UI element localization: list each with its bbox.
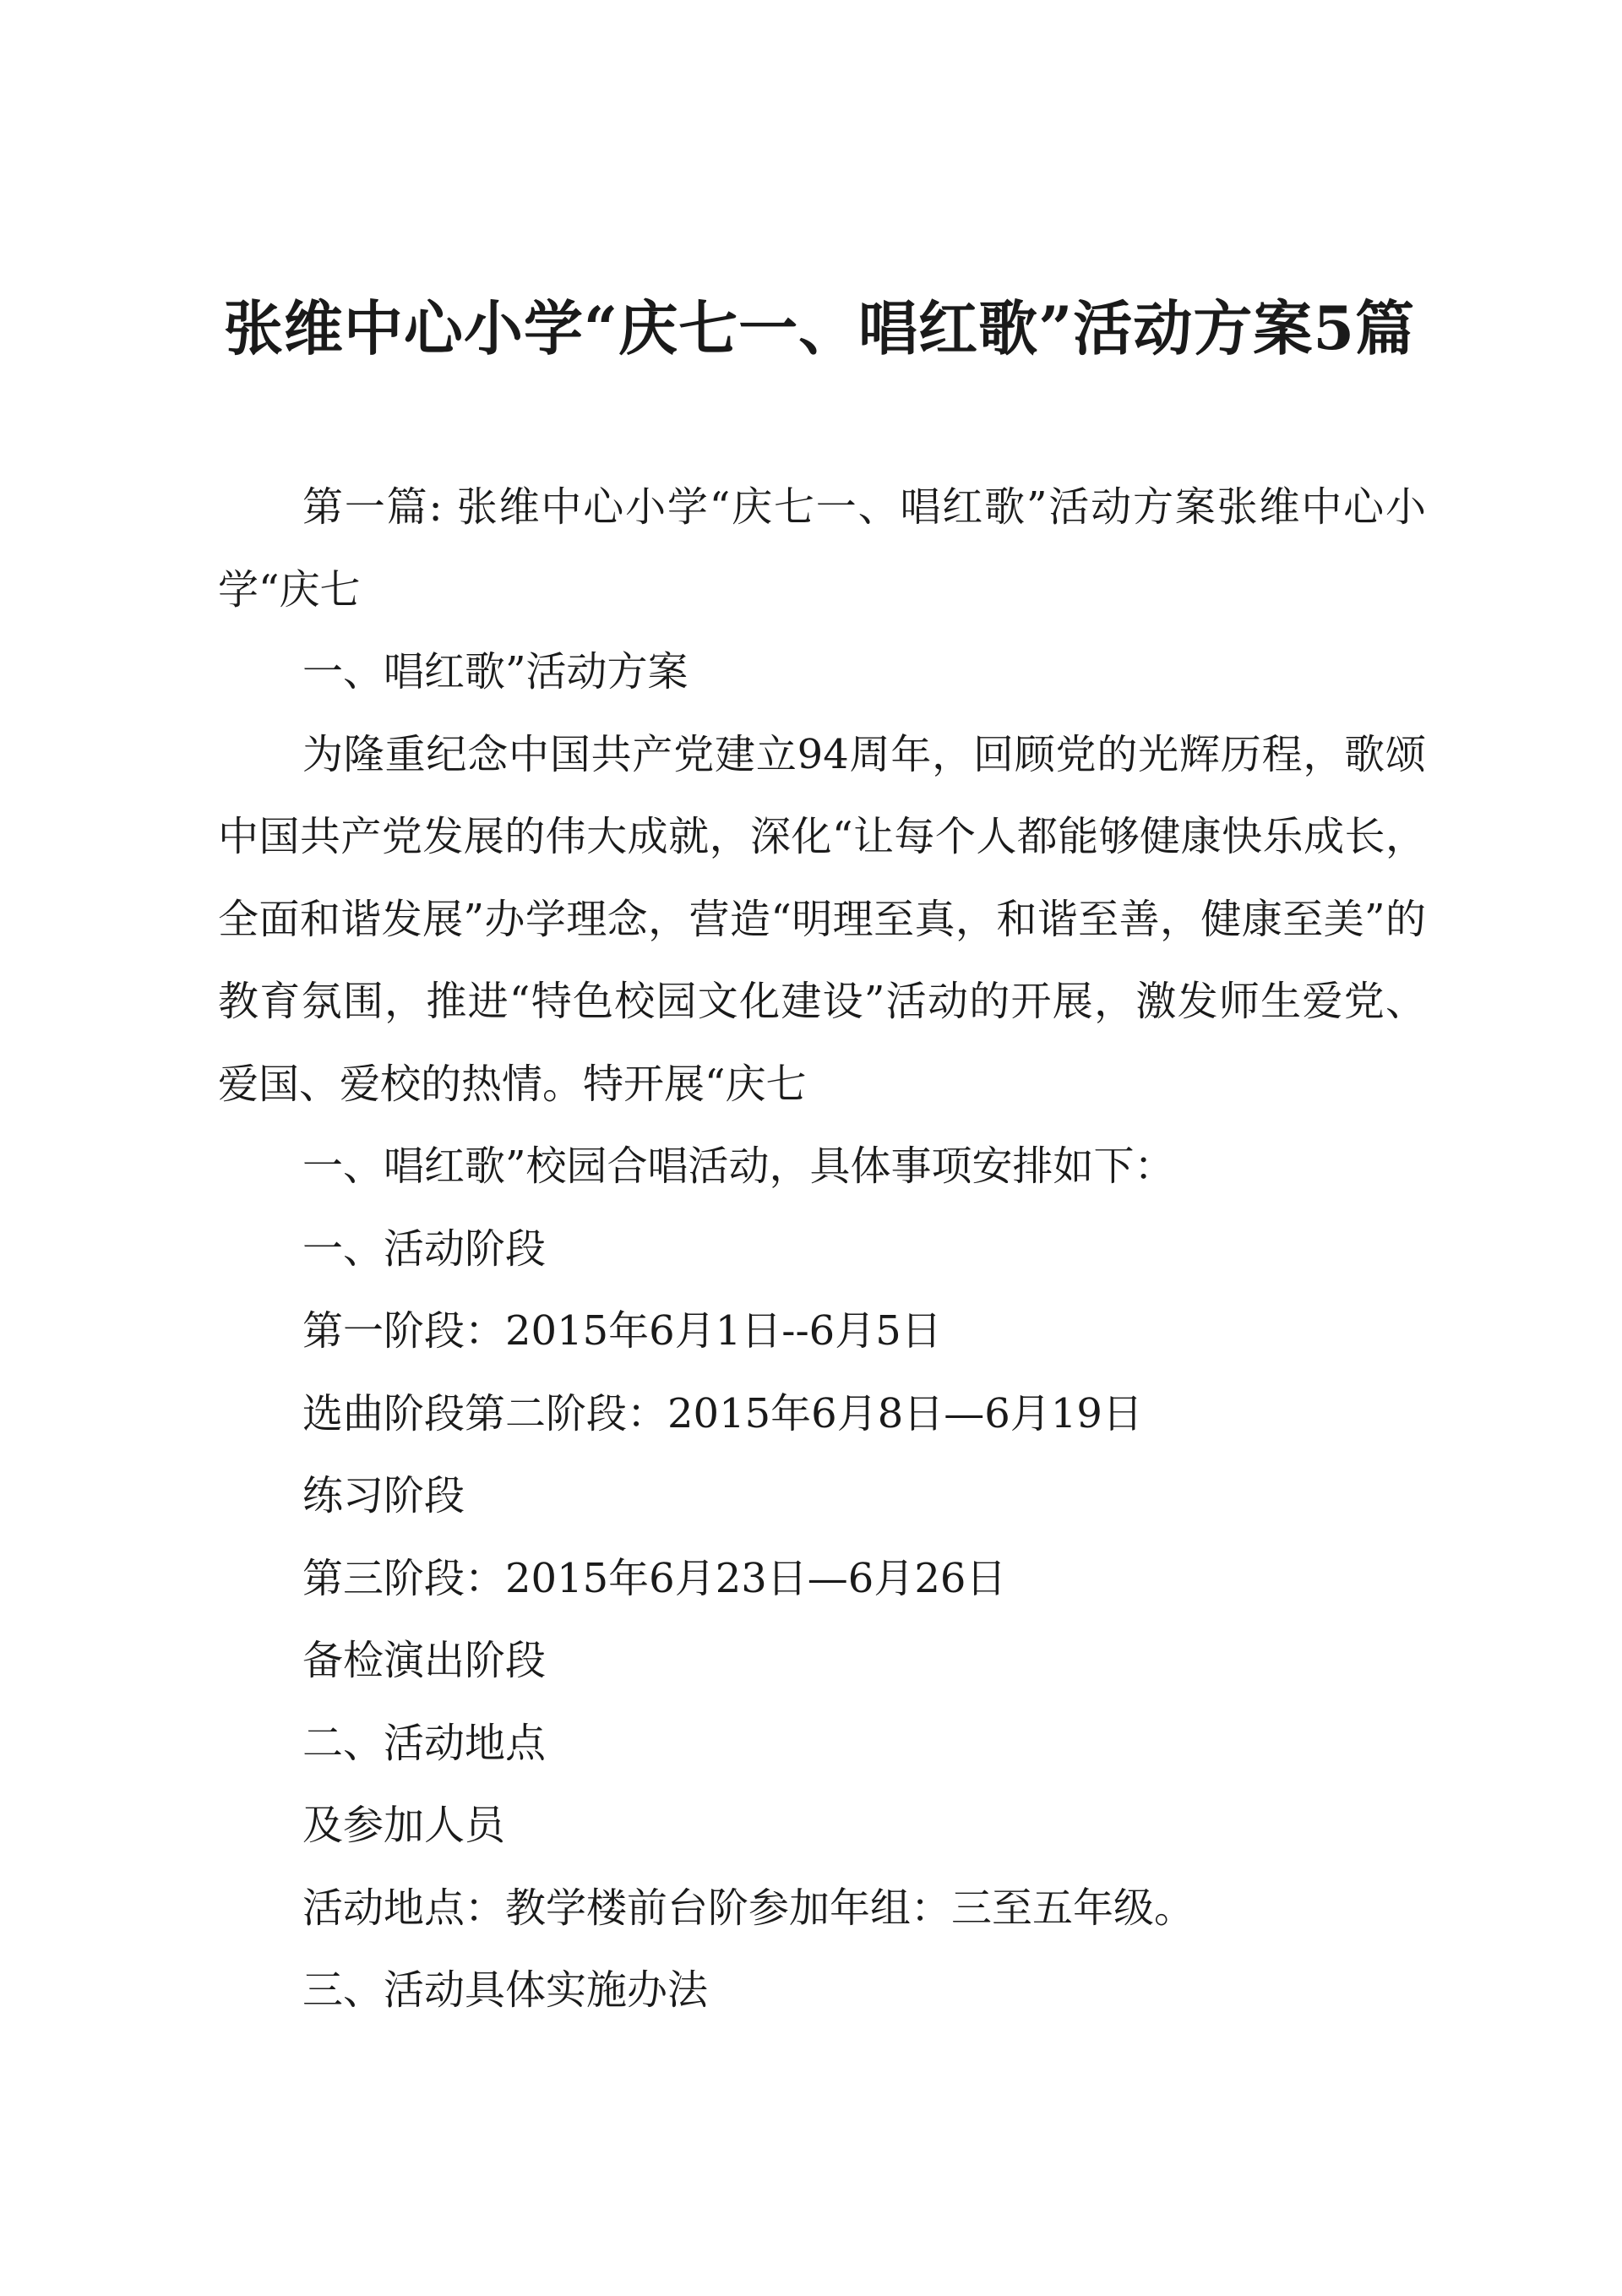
paragraph-intro-heading: 第一篇: 张维中心小学“庆七一、唱红歌”活动方案张维中心小学“庆七 [218,483,1426,614]
section-heading-implementation: 三、活动具体实施办法 [302,1966,709,2014]
section-heading-location: 二、活动地点 [302,1719,547,1767]
paragraph-location-detail: 活动地点：教学楼前台阶参加年组：三至五年级。 [302,1884,1195,1932]
paragraph-plan-title: 一、唱红歌”活动方案 [302,648,689,695]
paragraph-stage-three-label: 备检演出阶段 [302,1637,547,1684]
paragraph-stage-two-label: 练习阶段 [302,1472,465,1519]
paragraph-stage-three: 第三阶段：2015年6月23日—6月26日 [302,1554,1007,1602]
paragraph-arrangement: 一、唱红歌”校园合唱活动，具体事项安排如下： [302,1143,1175,1190]
paragraph-participants-heading: 及参加人员 [302,1802,506,1849]
paragraph-stage-two: 选曲阶段第二阶段：2015年6月8日—6月19日 [302,1389,1143,1437]
document-title: 张维中心小学“庆七一、唱红歌”活动方案5篇 [223,293,1416,363]
paragraph-purpose: 为隆重纪念中国共产党建立94周年，回顾党的光辉历程，歌颂中国共产党发展的伟大成就，深化“让每个人都能够健康快乐成长，全面和谐发展”办学理念，营造“明理至真，和谐至善，健康至美”的教育氛围，推进“特色校园文化建设”活动的开展，激发师生爱党、爱国、爱校的热情。特开展“庆七 [218,730,1426,1108]
paragraph-stage-one: 第一阶段：2015年6月1日--6月5日 [302,1307,942,1355]
document-body [218,466,1426,2032]
section-heading-stages: 一、活动阶段 [302,1224,547,1273]
